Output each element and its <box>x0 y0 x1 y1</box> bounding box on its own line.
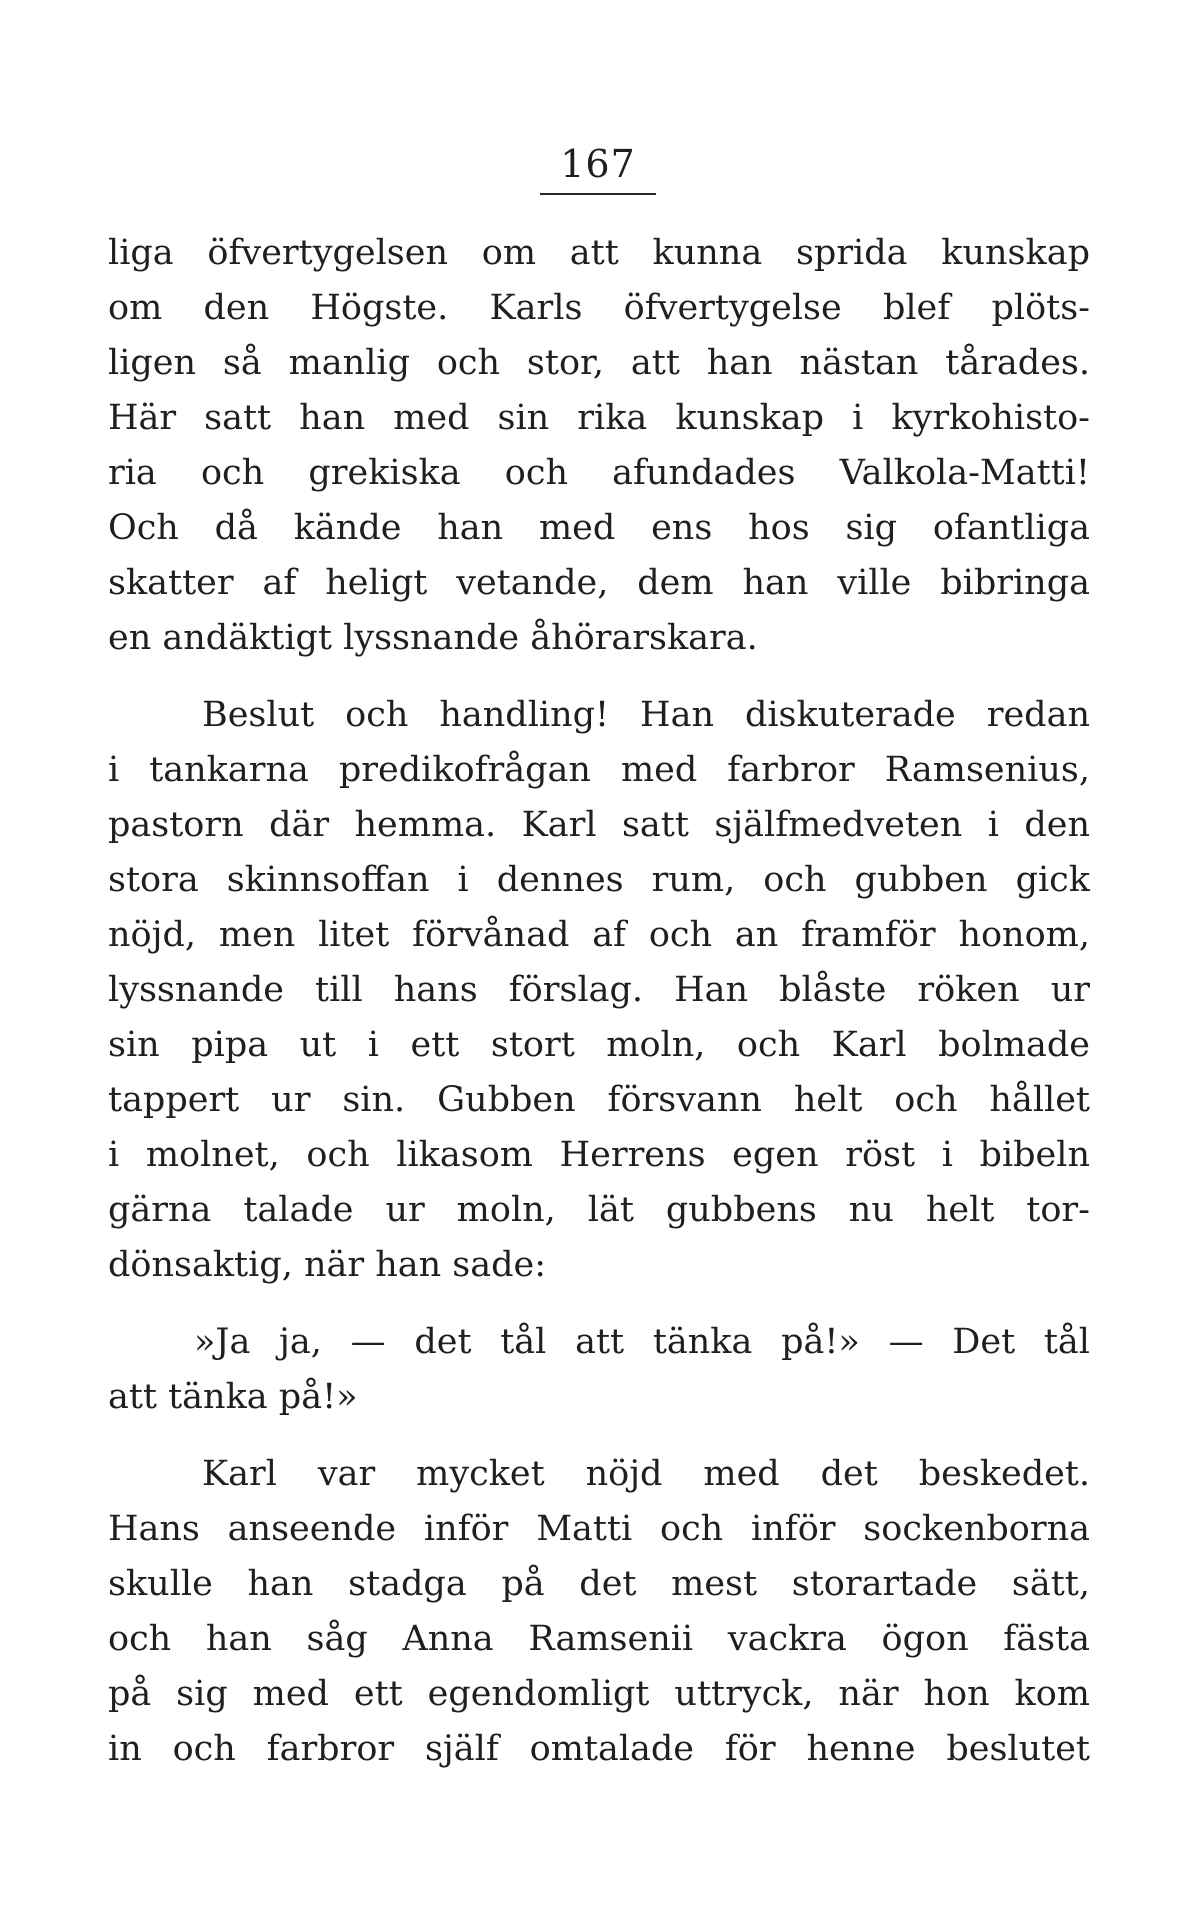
text-line: på sig med ett egendomligt uttryck, när hon kom <box>108 1674 1090 1714</box>
text-line: Karl var mycket nöjd med det beskedet. <box>202 1454 1090 1494</box>
text-line: tappert ur sin. Gubben försvann helt och hållet <box>108 1080 1090 1120</box>
text-line: om den Högste. Karls öfvertygelse blef plöts- <box>108 288 1090 328</box>
text-line: gärna talade ur moln, lät gubbens nu helt tor- <box>108 1190 1090 1230</box>
text-line: Och då kände han med ens hos sig ofantliga <box>108 508 1090 548</box>
paragraph-3 <box>108 1315 1090 1425</box>
paragraph-1 <box>108 226 1090 666</box>
text-line: ria och grekiska och afundades Valkola-Matti! <box>108 453 1090 493</box>
text-line: dönsaktig, när han sade: <box>108 1245 547 1285</box>
page-body-text <box>108 226 1090 1777</box>
page-number-rule <box>540 193 656 195</box>
text-line: att tänka på!» <box>108 1377 358 1417</box>
text-line: Hans anseende inför Matti och inför sockenborna <box>108 1509 1090 1549</box>
text-line: pastorn där hemma. Karl satt själfmedveten i den <box>108 805 1090 845</box>
text-line: stora skinnsoffan i dennes rum, och gubben gick <box>108 860 1090 900</box>
text-line: sin pipa ut i ett stort moln, och Karl bolmade <box>108 1025 1090 1065</box>
paragraph-2 <box>108 688 1090 1293</box>
text-line: skatter af heligt vetande, dem han ville bibringa <box>108 563 1090 603</box>
text-line: Beslut och handling! Han diskuterade redan <box>202 695 1090 735</box>
text-line: liga öfvertygelsen om att kunna sprida kunskap <box>108 233 1090 273</box>
text-line: i molnet, och likasom Herrens egen röst i bibeln <box>108 1135 1090 1175</box>
text-line: och han såg Anna Ramsenii vackra ögon fästa <box>108 1619 1090 1659</box>
text-line: Här satt han med sin rika kunskap i kyrkohisto- <box>108 398 1090 438</box>
text-line: en andäktigt lyssnande åhörarskara. <box>108 618 758 658</box>
paragraph-4 <box>108 1447 1090 1777</box>
text-line: lyssnande till hans förslag. Han blåste röken ur <box>108 970 1090 1010</box>
page-number: 167 <box>560 142 636 186</box>
text-line: i tankarna predikofrågan med farbror Ramsenius, <box>108 750 1090 790</box>
text-line: skulle han stadga på det mest storartade sätt, <box>108 1564 1090 1604</box>
text-line: »Ja ja, — det tål att tänka på!» — Det tål <box>194 1322 1090 1362</box>
text-line: in och farbror själf omtalade för henne beslutet <box>108 1729 1090 1769</box>
text-line: ligen så manlig och stor, att han nästan tårades. <box>108 343 1090 383</box>
text-line: nöjd, men litet förvånad af och an framför honom, <box>108 915 1090 955</box>
